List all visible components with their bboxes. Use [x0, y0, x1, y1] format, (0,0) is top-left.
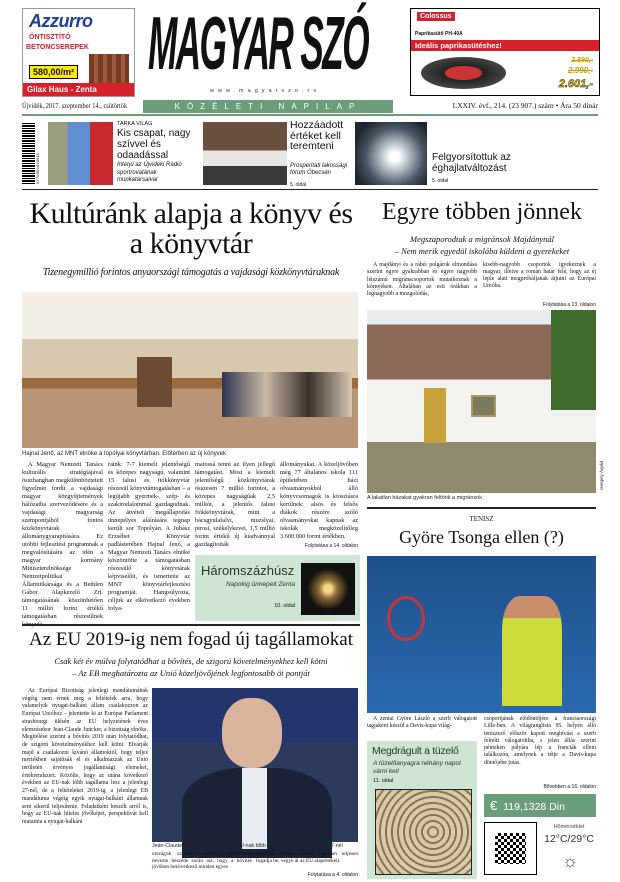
lead-subhead: Tizenegymillió forintos anyaországi támogatás a vajdasági közkönyvtáraknak [42, 267, 340, 278]
tennis-photo[interactable] [367, 556, 596, 713]
teaser-title[interactable]: Kis csapat, nagy szívvel és odaadással [117, 128, 191, 161]
eu-photo-juncker[interactable] [152, 688, 358, 842]
azzurro-ad[interactable] [22, 8, 135, 97]
ad-old-price-2: 2.990,- [568, 66, 593, 75]
ad-price: 2.601,- [558, 78, 593, 90]
paprika-roaster-ad[interactable] [410, 8, 600, 96]
ad-line1: ÖNTISZTÍTÓ [29, 34, 71, 41]
ad-model: Paprikasütő PH-40A [415, 31, 463, 37]
eu-subhead-1: Csak két év múlva folytatódhat a bővítés, de szigorú követelményekhez kell kötni [54, 656, 328, 666]
teaser-kicker: TARKA VILÁG [117, 121, 153, 127]
migrants-continued[interactable]: Folytatása a 13. oldalon [542, 302, 596, 308]
house-window [471, 395, 496, 417]
tennis-column-1: A zentai Györe László a szerb válogatott tagjaként készül a Davis-kupa világ- [367, 716, 477, 730]
lead-photo-caption: Hajnal Jenő, az MNT elnöke a topolyai könyvtárban. Előtérben az új könyvek [22, 451, 227, 457]
masthead-rule [22, 114, 598, 116]
teaser-divider [22, 189, 598, 190]
teaser-photo-hurricane[interactable] [355, 122, 427, 185]
migrants-photo-caption: A lakatlan házakat gyakran feltörik a migránsok [367, 495, 482, 501]
eu-continued[interactable]: Folytatása a 4. oldalon [307, 872, 358, 878]
ad-price: 580,00/m² [29, 65, 78, 79]
promo-title: Megdrágult a tüzelő [372, 745, 459, 757]
teaser-title[interactable]: Hozzáadott értéket kell teremteni [290, 119, 344, 152]
tennis-column-2: csoportjának elődöntőjére a franciaországi Lille-ben. A világranglista 95. helyén álló teniszező először kapott meghívást a szerb felnőtt válogatottba, s jelen állás szerint pénteken pályára lép a franciák elleni találkozón, amelynek a tétje a Davis-kupa döntőjébe jutás. [484, 716, 596, 766]
promo-title: Háromszázhúsz [201, 563, 295, 578]
lead-column-1: A Magyar Nemzeti Tanács kulturális stratégiájával összhangban megkülönböztetett figyelmet fordít a vajdasági magyar közgyűjtemények hálózatba szerveződésére és a vajdasági magyarság szempontjából fontos közkönyvtárak állománygyarapítására. Ez utóbbi fejlesztési programnak a megvalósítására az idén a magyar kormány Miniszterelnöksége Nemzetpolitikai Államtitkársága és a Bethlen Gábor Alapkezelő Zrt. támogatásának köszönhetően 11 millió forint értékű támogatásban részesülnek [22, 461, 103, 620]
tennis-headline[interactable]: Györe Tsonga ellen (?) [399, 527, 564, 547]
fireworks-photo [301, 563, 355, 615]
teaser-sub: Interjú az Újvidéki Rádió sportrovatának munkatársaival [117, 162, 182, 183]
lead-photo-library[interactable] [22, 292, 358, 448]
lead-column-4: állományukat. A közeljövőben még 77 általános iskola 111 épületében házi olvasmányokból álló könyvcsomagok is kiosztásra kerülnek: alsós és felsős diákok részére szóló olvasmányokat kapnak az iskolák megközelítőleg 3.600.000 forint értékben. [280, 461, 358, 540]
promo-fuel[interactable] [367, 741, 477, 879]
issue-date: Újvidék, 2017. szeptember 14., csütörtök [22, 101, 128, 110]
tennis-continued[interactable]: Bővebben a 16. oldalon [543, 784, 596, 790]
masthead-title: MAGYAR SZÓ [148, 2, 368, 87]
ad-dealer: Gilax Haus - Zenta [23, 83, 134, 96]
eu-headline[interactable]: Az EU 2019-ig nem fogad új tagállamokat [29, 629, 353, 650]
ad-brand: Colossus [417, 12, 455, 21]
teaser-page: 5. oldal [432, 178, 449, 184]
barcode [22, 122, 35, 184]
eu-column-1: Az Európai Bizottság jelenlegi mandátumának végéig nem érnek meg a feltételek arra, hogy valamelyik nyugat-balkáni állam csatlakozzon az Európai Unióhoz – jelentette ki az Európai Parlament strasbourgi ülésén az EU helyzetének éves elemzésekor Jean-Claude Juncker, a bizottság elnöke. Megítélése szerint a bővítés 2019 után folytatódhat, de szigorú követelményekhez kell kötni. Elvárják majd a csatlakozni kívánó államoktól, hogy teljes mértékben sajátítsák el és alkalmazzák az Unió területén érvényes jogállamisági elemeket, értékrendszert. Közölte, hogy az utána következő években az EU-nak több tagállama lesz a jelenlegi 27-nél, de a feltételeket 2019-ig, a jelenlegi EB mandátuma végéig egyik nyugat-balkáni államnak sem sikerül teljesítenie. Feladatként beszélt arról is, hogy az EU-nak hiteles jövőképet, perspektívát kell mutatnia a nyugat-balkáni [22, 688, 148, 825]
audience [222, 372, 352, 417]
ad-old-price-1: 2.890,- [571, 57, 593, 64]
eu-subhead-2: – Az EB meghatározta az Unió közeljövőjének legfontosabb öt pontját [72, 668, 310, 678]
player-body [502, 596, 562, 706]
weather-label: Hőmérséklet [553, 824, 585, 830]
lead-continued[interactable]: Folytatása a 14. oldalon [304, 543, 358, 549]
eu-photo-caption: Jean-Claude Juncker: A jövőben az EU-nak több tagállama lesz a jelenlegi 27-nél [152, 843, 343, 849]
exchange-rate-value: 119,1328 Din [503, 801, 565, 813]
juncker-face [222, 698, 282, 768]
lead-column-2: raink: 7-7 kiemelt jelentőségű és közepes nagyságú, valamint 15 falusi és fiókkönyvtár részesül könyvtámogatásban – a legújabb gyermek-, szép- és szakirodalommal gazdagodnak. Az átvételi megállapodás ünnepélyes aláírására tegnap került sor Topolyán. A Juhász Erzsébet Könyvtár padlásterében Hajnal Jenő, a Magyar Nemzeti Tanács elnöke köszöntötte a támogatásban részesülő könyvtárak képviselőit, és ismertette az MNT könyvtárfejlesztési programját. Hangsúlyozta, céljuk az elkövetkező években folya- [108, 461, 190, 612]
teaser-sub: Prosperitati lakossági fórum Óbecsén [290, 163, 348, 176]
tennis-kicker: TENISZ [469, 515, 494, 523]
promo-zenta[interactable] [195, 555, 360, 621]
issue-number: LXXIV. évf., 214. (23 907.) szám • Ára 50 dinár [452, 101, 598, 110]
lead-headline[interactable]: Kultúránk alapja a könyv és a könyvtár [29, 197, 353, 260]
trees [551, 310, 596, 410]
ad-slogan: Ideális paprikasütéshez! [411, 40, 599, 51]
exchange-rate-bar [484, 794, 596, 817]
teaser-photo-radio-team[interactable] [48, 122, 113, 185]
house-door [424, 388, 446, 443]
teaser-page: 5. oldal [290, 182, 307, 188]
section-divider [22, 624, 360, 626]
eu-column-2: országok számára. Abszolút prioritásnak nevezte beszéde során azt, hogy a bővítés jövőben bekövetkező minden egyes [152, 851, 252, 870]
eu-column-3: esetében minden leendő tagállam teljesen fogadja be, vegye át az EU alapértékeit. [256, 851, 358, 864]
migrants-photo-credit: Gergely Árpád [599, 460, 604, 490]
firewood-photo [375, 789, 472, 875]
racket [387, 596, 425, 641]
migrants-photo-house[interactable] [367, 310, 596, 493]
bookshelf [137, 357, 172, 407]
promo-sub: Napokig ünnepelt Zenta [225, 581, 295, 588]
migrants-headline[interactable]: Egyre többen jönnek [382, 199, 582, 225]
ad-line2: BETONCSEREPEK [26, 44, 89, 51]
promo-page: 10. oldal [274, 603, 295, 609]
migrants-column-1: A majdányi és a rábéi polgárok elmondása szerint egyre gyakrabban és egyre nagyobb létszámú migránscsoportok mutatkoznak a környéken. Általában az esti órákban a legnagyobb a mozgolódás, [367, 262, 477, 298]
weather-temps: 12°C/29°C [544, 833, 594, 845]
teaser-photo-forum[interactable] [203, 122, 287, 185]
qr-pattern [495, 833, 526, 864]
tagline-bar: KÖZÉLETI NAPILAP [143, 100, 393, 113]
roof-tile-image [89, 54, 129, 84]
masthead-url[interactable]: www.magyarszo.rs [209, 88, 321, 94]
lead-column-3: matossá tenni az ilyen jellegű támogatást. Most a kiemelt jelentőségű közkönyvtárak összesen 7 millió forintot, a közepes nagyságúak 2,5 milliót, a jelentős falusi fiókkönyvtárak, mint a bácsgyulafalvi, muzslyai, pirosi, székelykevei, 1,5 millió forint értékű új kiadvánnyal gazdagították [195, 461, 275, 548]
juncker-shirt [242, 768, 267, 849]
migrants-subhead-1: Megszaporodtak a migránsok Majdánynál [410, 234, 554, 244]
section-divider [367, 507, 596, 509]
promo-sub: A tüzelőanyagra néhány napot várni kell [373, 760, 461, 775]
sun-icon: ☼ [561, 851, 579, 871]
migrants-column-2: kisebb-nagyobb csoportok igyekeznek a magyar, illetve a román határ felé, hogy az éj leple alatt megpróbáljanak átjutni az Európai Unióba. [483, 262, 596, 289]
teaser-title[interactable]: Felgyorsítottuk az éghajlatváltozást [432, 152, 511, 174]
euro-icon: € [490, 798, 498, 813]
ad-brand: Azzurro [29, 11, 93, 31]
migrants-subhead-2: – Nem merik egyedül iskolába küldeni a gyerekeket [394, 246, 570, 256]
promo-page: 11. oldal [373, 778, 394, 784]
roaster-image [421, 57, 506, 89]
barcode-number: 9770350418015 [37, 152, 41, 184]
qr-code[interactable] [484, 822, 537, 875]
